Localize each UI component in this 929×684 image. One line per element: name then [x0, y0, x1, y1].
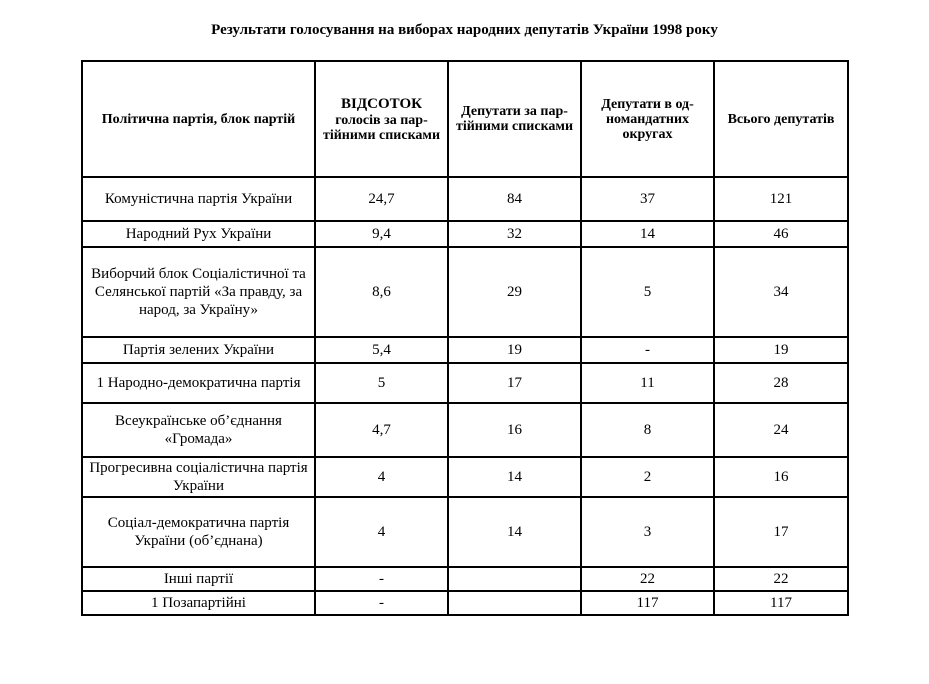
header-percent: [315, 61, 448, 177]
cell-total: 24: [714, 403, 848, 457]
table-header-row: [82, 61, 848, 177]
cell-district: 117: [581, 591, 714, 615]
header-district-deputies: Депутати в од-номандатних округах: [581, 61, 714, 177]
cell-district: 3: [581, 497, 714, 567]
cell-party: Прогресивна соціалістична партія України: [82, 457, 315, 497]
table-row: [82, 403, 848, 457]
cell-percent: 9,4: [315, 221, 448, 247]
cell-district: 2: [581, 457, 714, 497]
cell-district: 14: [581, 221, 714, 247]
cell-district: 37: [581, 177, 714, 221]
cell-percent: 5: [315, 363, 448, 403]
table-row: [82, 567, 848, 591]
cell-total: 17: [714, 497, 848, 567]
cell-district: 8: [581, 403, 714, 457]
header-percent-sub: голосів за пар-тійними списками: [322, 112, 441, 143]
cell-party: Інші партії: [82, 567, 315, 591]
cell-list: [448, 567, 581, 591]
cell-party: Соціал-демократична партія України (об’єднана): [82, 497, 315, 567]
cell-percent: 5,4: [315, 337, 448, 363]
cell-party: Народний Рух України: [82, 221, 315, 247]
cell-total: 46: [714, 221, 848, 247]
cell-list: 14: [448, 497, 581, 567]
cell-percent: 8,6: [315, 247, 448, 337]
cell-party: Всеукраїнське об’єднання «Громада»: [82, 403, 315, 457]
cell-total: 16: [714, 457, 848, 497]
cell-percent: 4: [315, 457, 448, 497]
cell-district: -: [581, 337, 714, 363]
table-row: [82, 177, 848, 221]
table-row: [82, 497, 848, 567]
cell-party: Партія зелених України: [82, 337, 315, 363]
document-title: Результати голосування на виборах народних депутатів України 1998 року: [211, 22, 718, 38]
table-row: [82, 457, 848, 497]
cell-list: 19: [448, 337, 581, 363]
election-results-table: [81, 60, 849, 616]
cell-total: 34: [714, 247, 848, 337]
cell-total: 117: [714, 591, 848, 615]
header-list-deputies: Депутати за пар-тійними списками: [448, 61, 581, 177]
cell-party: 1 Народно-демократична партія: [82, 363, 315, 403]
cell-district: 22: [581, 567, 714, 591]
table-row: [82, 363, 848, 403]
cell-party: Виборчий блок Соціалістичної та Селянської партій «За правду, за народ, за Україну»: [82, 247, 315, 337]
table-row: [82, 221, 848, 247]
cell-total: 19: [714, 337, 848, 363]
cell-list: 16: [448, 403, 581, 457]
cell-party: Комуністична партія України: [82, 177, 315, 221]
table-row: [82, 337, 848, 363]
cell-percent: 4: [315, 497, 448, 567]
cell-list: 84: [448, 177, 581, 221]
cell-total: 28: [714, 363, 848, 403]
cell-percent: -: [315, 591, 448, 615]
cell-list: 17: [448, 363, 581, 403]
table-row: [82, 247, 848, 337]
cell-list: [448, 591, 581, 615]
table-row: [82, 591, 848, 615]
cell-percent: 4,7: [315, 403, 448, 457]
header-percent-main: ВІДСОТОК: [340, 95, 422, 112]
cell-total: 22: [714, 567, 848, 591]
cell-percent: 24,7: [315, 177, 448, 221]
cell-party: 1 Позапартійні: [82, 591, 315, 615]
cell-total: 121: [714, 177, 848, 221]
cell-district: 5: [581, 247, 714, 337]
cell-list: 29: [448, 247, 581, 337]
header-party: Політична партія, блок партій: [82, 61, 315, 177]
cell-list: 32: [448, 221, 581, 247]
header-total: Всього депутатів: [714, 61, 848, 177]
cell-list: 14: [448, 457, 581, 497]
cell-district: 11: [581, 363, 714, 403]
cell-percent: -: [315, 567, 448, 591]
